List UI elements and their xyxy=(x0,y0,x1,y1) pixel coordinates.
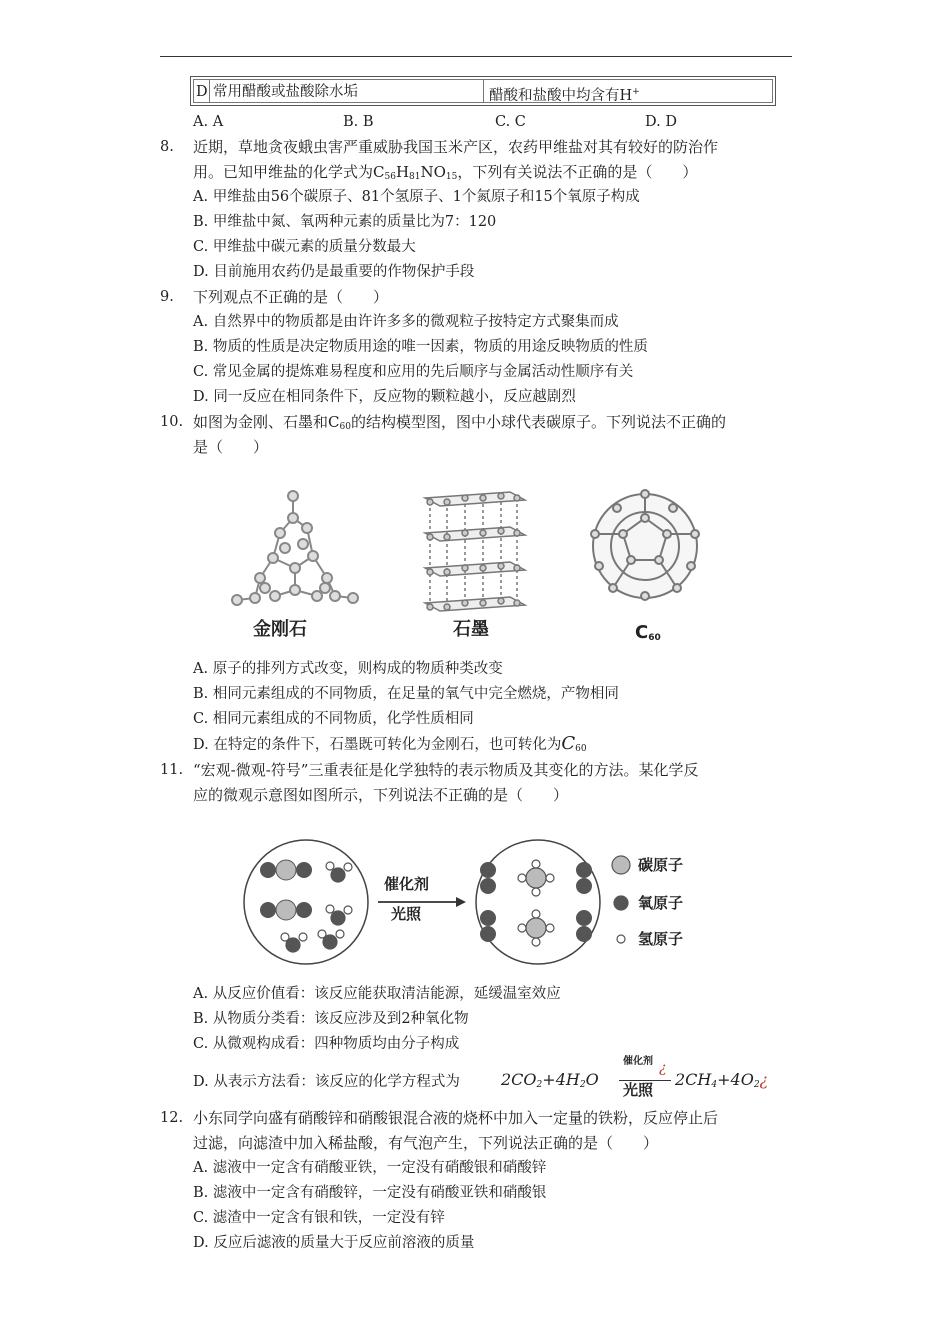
q12-option-a: A. 滤液中一定含有硝酸亚铁，一定没有硝酸银和硝酸锌 xyxy=(193,1160,547,1176)
q9-option-a: A. 自然界中的物质都是由许许多多的微观粒子按特定方式聚集而成 xyxy=(193,314,619,330)
q8-option-c: C. 甲维盐中碳元素的质量分数最大 xyxy=(193,239,416,255)
q11-option-d xyxy=(193,1056,793,1100)
arrow-catalyst-label: 催化剂 xyxy=(384,875,430,893)
reaction-micro-diagram xyxy=(238,830,708,975)
q11-stem-line1: “宏观-微观-符号”三重表征是化学独特的表示物质及其变化的方法。某化学反 xyxy=(193,761,699,779)
table-right-cell: 醋酸和盐酸中均含有H+ xyxy=(489,87,640,104)
ch4-molecules xyxy=(518,860,554,946)
header-rule xyxy=(160,56,792,57)
q7-option-b: B. B xyxy=(343,114,374,130)
q7-option-c: C. C xyxy=(495,114,526,130)
q7-option-d: D. D xyxy=(645,114,677,130)
legend-oxygen: 氧原子 xyxy=(638,894,684,912)
legend-carbon: 碳原子 xyxy=(638,856,684,874)
q8-stem-line2: 用。已知甲维盐的化学式为$C_{56}H_{81}NO_{15}$，下列有关说法不正确的是（ ） xyxy=(193,163,698,182)
q9-option-d: D. 同一反应在相同条件下，反应物的颗粒越小，反应越剧烈 xyxy=(193,389,576,405)
q12-stem-line2: 过滤，向滤渣中加入稀盐酸，有气泡产生，下列说法正确的是（ ） xyxy=(193,1134,659,1152)
q11-option-d-text: D. 从表示方法看：该反应的化学方程式为 xyxy=(193,1074,460,1090)
q10-option-a: A. 原子的排列方式改变，则构成的物质种类改变 xyxy=(193,661,503,677)
q12-option-b: B. 滤液中一定含有硝酸锌，一定没有硝酸亚铁和硝酸银 xyxy=(193,1185,547,1201)
q10-option-b: B. 相同元素组成的不同物质，在足量的氧气中完全燃烧，产物相同 xyxy=(193,686,619,702)
diamond-model xyxy=(232,491,358,605)
q9-stem: 下列观点不正确的是（ ） xyxy=(193,288,389,306)
q8-option-d: D. 目前施用农药仍是最重要的作物保护手段 xyxy=(193,264,475,280)
graphite-label: 石墨 xyxy=(453,619,489,640)
q10-stem-line1: 如图为金刚、石墨和$C_{60}$的结构模型图，图中小球代表碳原子。下列说法不正确的 xyxy=(193,413,726,432)
equation-products: $2CH_4+4O_2¿$ xyxy=(675,1070,769,1090)
table-letter: D xyxy=(196,84,208,100)
q12-option-d: D. 反应后滤液的质量大于反应前溶液的质量 xyxy=(193,1235,475,1251)
q11-stem-line2: 应的微观示意图如图所示，下列说法不正确的是（ ） xyxy=(193,786,569,804)
c60-model xyxy=(591,490,699,600)
table-divider xyxy=(483,79,484,103)
q12-number: 12. xyxy=(160,1110,184,1126)
q8-number: 8. xyxy=(160,139,174,155)
q10-number: 10. xyxy=(160,414,184,430)
q12-option-c: C. 滤渣中一定含有银和铁，一定没有锌 xyxy=(193,1210,445,1226)
equation-catalyst: 催化剂 xyxy=(623,1056,653,1067)
answer-table-row xyxy=(190,76,776,106)
graphite-model xyxy=(425,492,525,611)
c60-label: $C_{60}$ xyxy=(635,622,661,643)
carbon-allotropes-figure xyxy=(225,478,705,658)
co2-molecules xyxy=(260,860,312,920)
q10-option-d: D. 在特定的条件下，石墨既可转化为金刚石，也可转化为$C_{60}$ xyxy=(193,733,587,754)
q10-stem-line2: 是（ ） xyxy=(193,438,269,456)
arrow-light-label: 光照 xyxy=(391,905,422,923)
legend-symbols xyxy=(612,856,630,943)
q12-stem-line1: 小东同学向盛有硝酸锌和硝酸银混合液的烧杯中加入一定量的铁粉，反应停止后 xyxy=(193,1109,719,1127)
q8-option-a: A. 甲维盐由56个碳原子、81个氢原子、1个氮原子和15个氧原子构成 xyxy=(193,189,640,205)
equation-light: 光照 xyxy=(623,1081,654,1099)
equation-garbled-mark: ¿ xyxy=(659,1060,667,1076)
diamond-label: 金刚石 xyxy=(253,619,307,640)
q9-option-b: B. 物质的性质是决定物质用途的唯一因素，物质的用途反映物质的性质 xyxy=(193,339,648,355)
q8-option-b: B. 甲维盐中氮、氧两种元素的质量比为7：120 xyxy=(193,214,497,230)
equation-reactants: $2CO_2+4H_2O$ xyxy=(501,1070,599,1090)
q11-option-a: A. 从反应价值看：该反应能获取清洁能源，延缓温室效应 xyxy=(193,986,561,1002)
legend-hydrogen: 氢原子 xyxy=(638,930,684,948)
q11-number: 11. xyxy=(160,762,184,778)
q9-number: 9. xyxy=(160,289,174,305)
q8-stem-line1: 近期，草地贪夜蛾虫害严重威胁我国玉米产区，农药甲维盐对其有较好的防治作 xyxy=(193,138,719,156)
q7-option-a: A. A xyxy=(193,114,224,130)
q9-option-c: C. 常见金属的提炼难易程度和应用的先后顺序与金属活动性顺序有关 xyxy=(193,364,634,380)
table-divider xyxy=(209,79,210,103)
q10-option-c: C. 相同元素组成的不同物质，化学性质相同 xyxy=(193,711,474,727)
table-left-cell: 常用醋酸或盐酸除水垢 xyxy=(213,84,358,100)
q11-option-c: C. 从微观构成看：四种物质均由分子构成 xyxy=(193,1036,460,1052)
q11-option-b: B. 从物质分类看：该反应涉及到2种氧化物 xyxy=(193,1011,469,1027)
